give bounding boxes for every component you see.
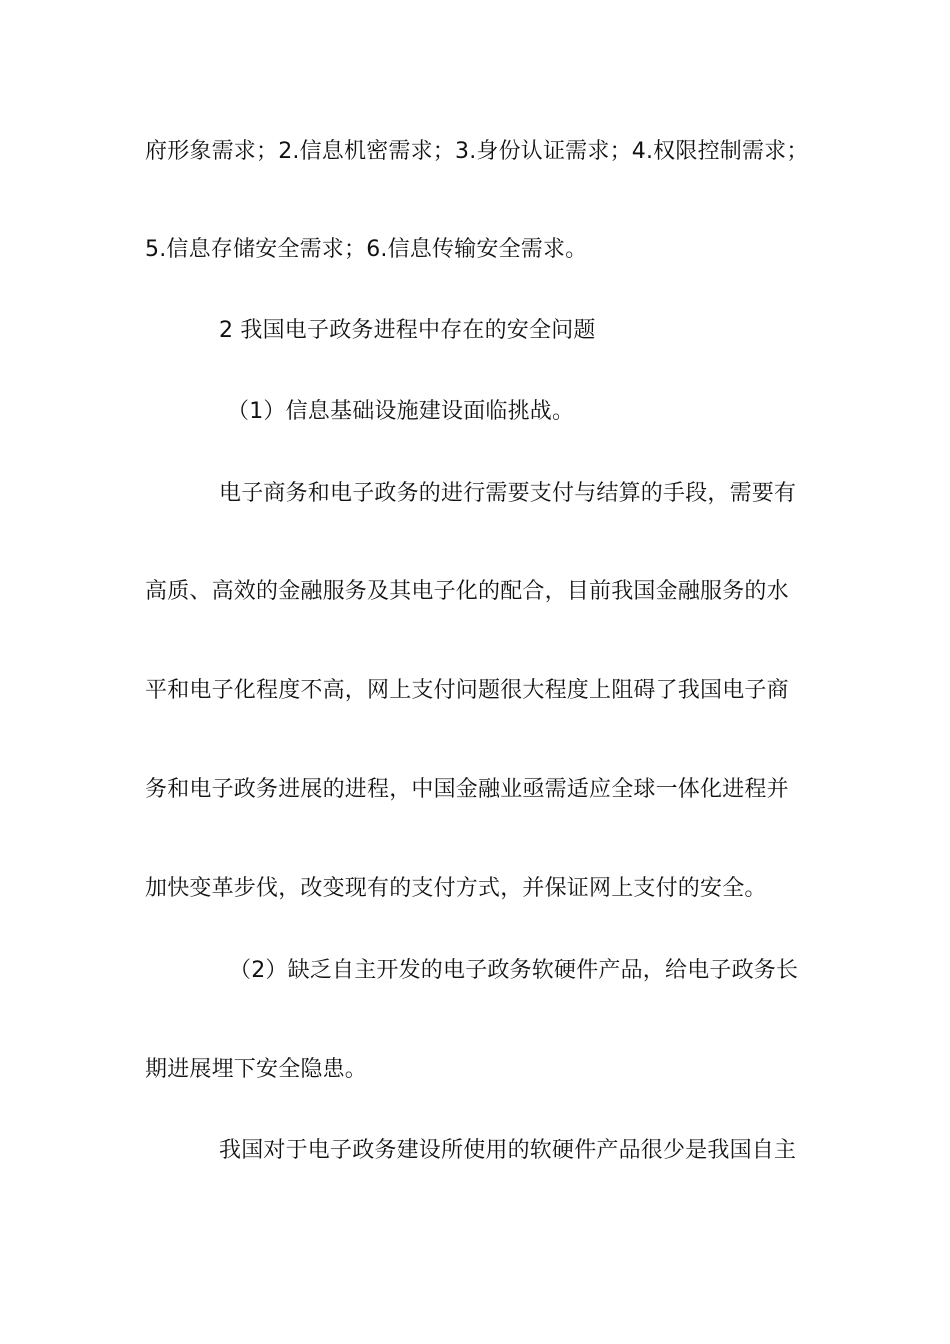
- section-heading: 2 我国电子政务进程中存在的安全问题: [219, 318, 596, 343]
- paragraph-line: 期进展埋下安全隐患。: [145, 1057, 368, 1082]
- paragraph-line: 5.信息存储安全需求；6.信息传输安全需求。: [145, 237, 588, 262]
- paragraph-line: 我国对于电子政务建设所使用的软硬件产品很少是我国自主: [219, 1138, 797, 1163]
- subsection-heading: （2）缺乏自主开发的电子政务软硬件产品，给电子政务长: [229, 958, 799, 983]
- paragraph-line: 电子商务和电子政务的进行需要支付与结算的手段，需要有: [219, 481, 797, 506]
- paragraph-line: 府形象需求；2.信息机密需求；3.身份认证需求；4.权限控制需求；: [145, 139, 809, 164]
- paragraph-line: 平和电子化程度不高，网上支付问题很大程度上阻碍了我国电子商: [145, 678, 789, 703]
- subsection-heading: （1）信息基础设施建设面临挑战。: [227, 399, 575, 424]
- paragraph-line: 务和电子政务进展的进程，中国金融业亟需适应全球一体化进程并: [145, 777, 789, 802]
- paragraph-line: 加快变革步伐，改变现有的支付方式，并保证网上支付的安全。: [145, 876, 767, 901]
- paragraph-line: 高质、高效的金融服务及其电子化的配合，目前我国金融服务的水: [145, 579, 789, 604]
